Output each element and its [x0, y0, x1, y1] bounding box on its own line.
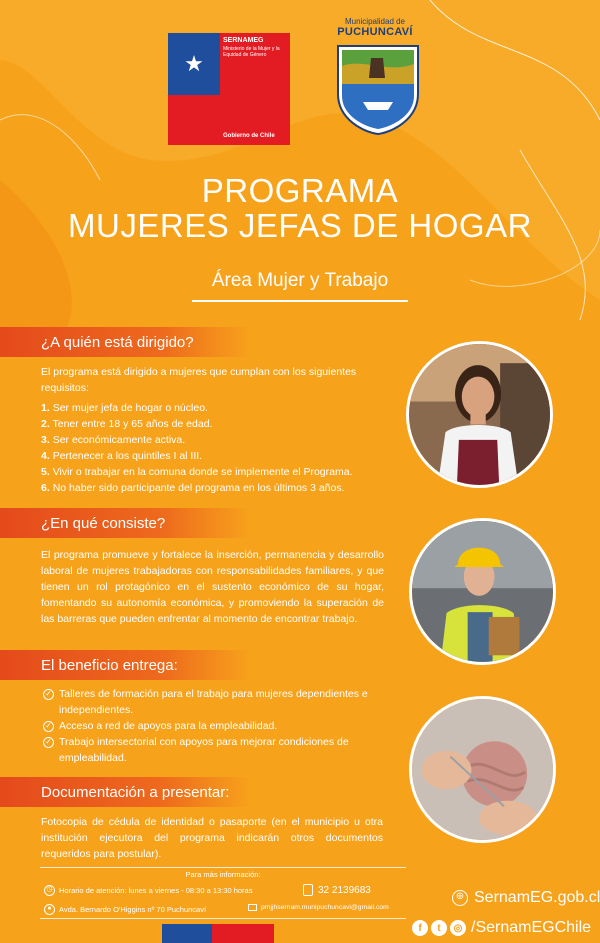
sernameg-name: SERNAMEG: [223, 37, 264, 44]
municipality-logo: [325, 17, 425, 38]
list-item: 5. Vivir o trabajar en la comuna donde se implemente el Programa.: [41, 466, 353, 478]
twitter-icon[interactable]: t: [431, 920, 447, 936]
title-line-2: MUJERES JEFAS DE HOGAR: [68, 207, 532, 244]
page-subtitle: Área Mujer y Trabajo: [211, 270, 389, 291]
chile-flag-stripe: [162, 924, 274, 943]
check-circle-icon: ✓: [43, 689, 54, 700]
municipality-label: Municipalidad de: [344, 17, 406, 26]
sernameg-logo: [168, 33, 290, 145]
title-line-1: PROGRAMA: [201, 172, 399, 209]
more-info-label: Para más información:: [185, 870, 261, 879]
check-circle-icon: ✓: [43, 721, 54, 732]
globe-icon: ⊕: [452, 890, 468, 906]
page-title: [0, 173, 600, 243]
phone-number[interactable]: 32 2139683: [303, 884, 371, 896]
municipality-shield-icon: [333, 44, 423, 136]
facebook-icon[interactable]: f: [412, 920, 428, 936]
section-heading-target: ¿A quién está dirigido?: [0, 327, 250, 357]
office-hours: ◷ Horario de atención: lunes a viernes - 08:30 a 13:30 horas: [44, 885, 252, 896]
list-item: 2. Tener entre 18 y 65 años de edad.: [41, 418, 213, 430]
description-body: El programa promueve y fortalece la inserción, permanencia y desarrollo laboral de mujeres trabajadoras con responsabilidades familiares, y que tienen un rol protagónico en el sustento económico de su hogar, fomentando su autonomía económica, y promoviendo la superación de las barreras que pueden enfrentar al momento de encontrar trabajo.: [41, 549, 384, 625]
section-heading-description: ¿En qué consiste?: [0, 508, 250, 538]
section-heading-documents: Documentación a presentar:: [0, 777, 250, 807]
benefits-list: [41, 686, 381, 766]
list-item: ✓ Talleres de formación para el trabajo para mujeres dependientes e independientes.: [41, 686, 381, 718]
requirements-list: [41, 400, 386, 496]
photo-knitting-hands: [409, 696, 556, 843]
chile-coat-of-arms-icon: ★: [168, 33, 220, 95]
list-item: ✓ Acceso a red de apoyos para la empleabilidad.: [41, 718, 381, 734]
section-target-body: [41, 364, 386, 496]
sernameg-gov: Gobierno de Chile: [223, 133, 275, 139]
address: ● Avda. Bernardo O'Higgins nº 70 Puchuncaví: [44, 904, 206, 915]
website-link[interactable]: ⊕ SernamEG.gob.cl: [452, 889, 600, 907]
social-handle: /SernamEGChile: [471, 919, 592, 936]
location-pin-icon: ●: [44, 904, 55, 915]
sernameg-ministry: Ministerio de la Mujer y la Equidad de Género: [223, 46, 280, 58]
list-item: ✓ Trabajo intersectorial con apoyos para mejorar condiciones de empleabilidad.: [41, 734, 381, 766]
list-item: 3. Ser económicamente activa.: [41, 434, 186, 446]
clock-icon: ◷: [44, 885, 55, 896]
check-circle-icon: ✓: [43, 737, 54, 748]
phone-icon: [303, 884, 313, 896]
instagram-icon[interactable]: ◎: [450, 920, 466, 936]
list-item: 1. Ser mujer jefa de hogar o núcleo.: [41, 402, 208, 414]
email-link[interactable]: pmjjhsernam.munipuchuncavi@gmail.com: [248, 904, 389, 911]
mail-icon: [248, 904, 257, 911]
photo-woman-apron: [406, 341, 553, 488]
subtitle-underline: [192, 300, 408, 302]
photo-woman-hardhat: [409, 518, 556, 665]
section-heading-benefits: El beneficio entrega:: [0, 650, 250, 680]
target-intro: El programa está dirigido a mujeres que cumplan con los siguientes requisitos:: [41, 366, 357, 394]
social-links[interactable]: [412, 919, 591, 937]
list-item: 4. Pertenecer a los quintiles I al III.: [41, 450, 203, 462]
municipality-name: PUCHUNCAVÍ: [337, 26, 413, 38]
documents-body: Fotocopia de cédula de identidad o pasaporte (en el municipio u otra institución ejecutora del programa indicarán otros documentos requeridos para postular).: [41, 816, 383, 860]
list-item: 6. No haber sido participante del programa en los últimos 3 años.: [41, 482, 345, 494]
